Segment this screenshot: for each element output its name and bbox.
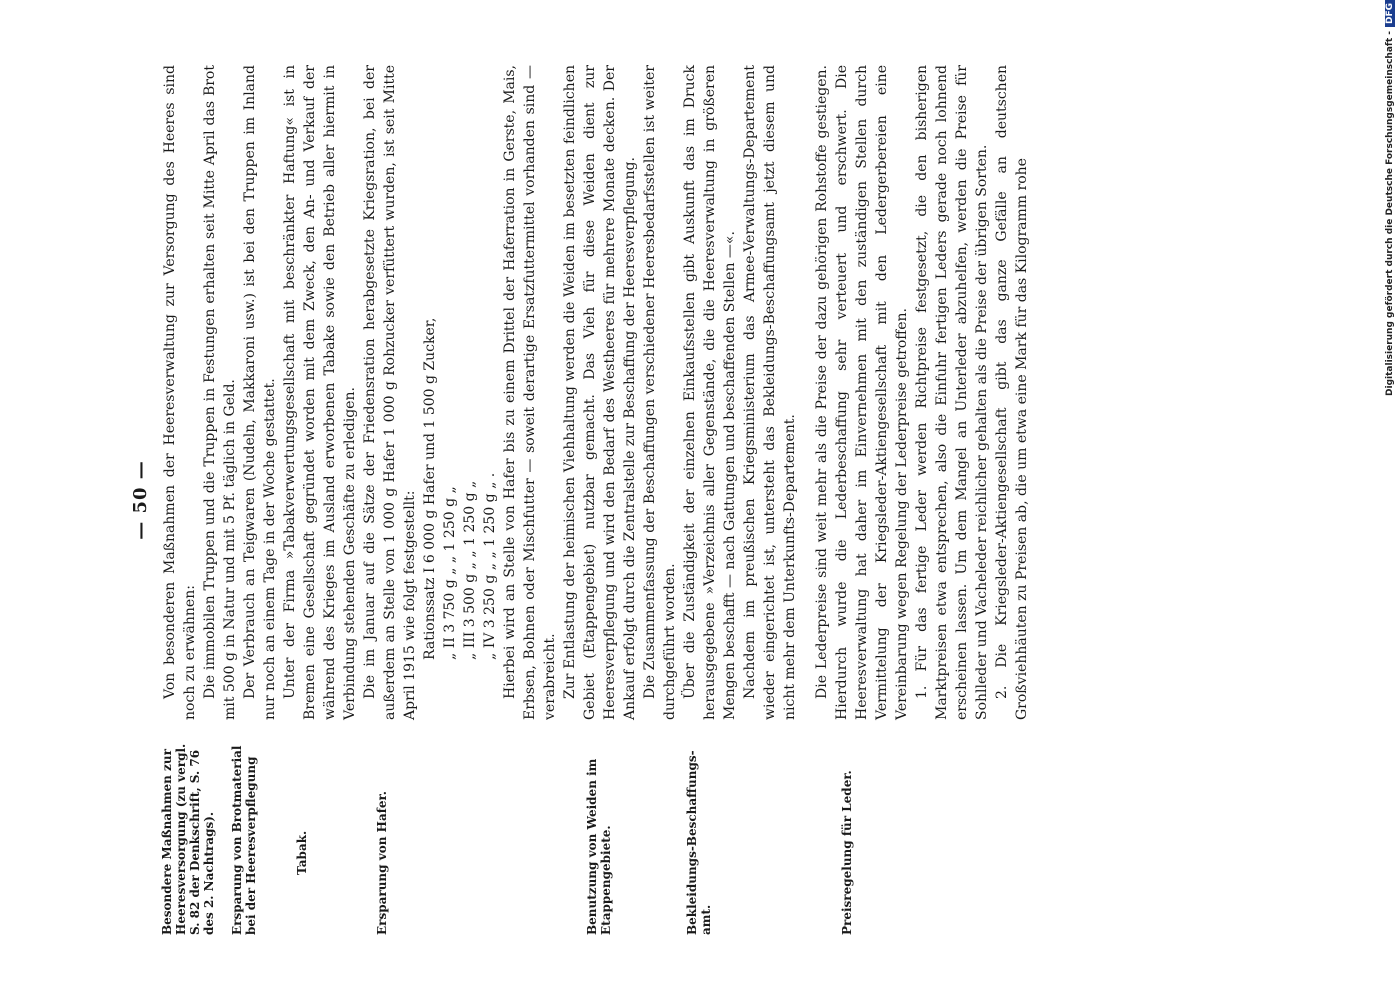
page-number: — 50 —: [130, 460, 151, 540]
ration-row: „ III 3 500 g „ „ 1 250 g „: [462, 480, 478, 660]
paragraph: Die im Januar auf die Sätze der Friedensration herabgesetzte Kriegsration, bei der außerdem an Stelle von 1 000 g Hafer 1 000 g Rohzucker verfüttert wurden, ist seit Mitte April 1915 wie folgt festgestellt:: [362, 65, 418, 720]
margin-note-oats: Ersparung von Hafer.: [375, 791, 389, 935]
margin-note-clothing-office: Bekleidungs-Beschaffungs-amt.: [685, 750, 713, 935]
ration-table: [420, 65, 500, 720]
paragraph: Die Lederpreise sind weit mehr als die Preise der dazu gehörigen Rohstoffe gestiegen. Hierdurch wurde die Lederbeschaffung sehr verteuert und erschwert. Die Heeresverwaltung hat daher im Einvernehmen mit den zuständigen Stellen durch Vermittelung der Kriegsleder-Aktiengesellschaft mit den Ledergerbereien eine Vereinbarung wegen Regelung der Lederpreise getroffen.: [814, 65, 910, 720]
rotated-document-page: [130, 65, 1255, 935]
paragraph: Hierbei wird an Stelle von Hafer bis zu einem Drittel der Haferration in Gerste, Mais, Erbsen, Bohnen oder Mischfutter — soweit derartige Ersatzfuttermittel vorhanden sind — verabreicht.: [502, 65, 558, 720]
paragraph: Nachdem im preußischen Kriegsministerium das Armee-Verwaltungs-Departement wieder eingerichtet ist, untersteht das Bekleidungs-Beschaffungsamt jetzt diesem und nicht mehr dem Unterkunfts-Departement.: [742, 65, 798, 720]
digitization-credit: [1382, 0, 1398, 990]
main-text: [160, 65, 1032, 720]
ration-row: „ II 3 750 g „ „ 1 250 g „: [442, 486, 458, 660]
credit-text: Digitalisierung gefördert durch die Deutsche Forschungsgemeinschaft -: [1385, 31, 1395, 396]
paragraph: 1. Für das fertige Leder werden Richtpreise festgesetzt, die den bisherigen Marktpreisen etwa entsprechen, also die Einfuhr fertigen Leders gerade noch lohnend erscheinen lassen. Um dem Mangel an Unterleder abzuhelfen, werden die Preise für Sohlleder und Vacheleder reichlicher gehalten als die Preise der übrigen Sorten.: [914, 65, 990, 720]
margin-note-leather-prices: Preisregelung für Leder.: [840, 770, 854, 935]
paragraph: Unter der Firma »Tabakverwertungsgesellschaft mit beschränkter Haftung« ist in Bremen eine Gesellschaft gegründet worden mit dem Zweck, den An- und Verkauf der während des Krieges im Ausland erworbenen Tabake sowie den Betrieb aller hiermit in Verbindung stehenden Geschäfte zu erledigen.: [282, 65, 358, 720]
margin-note-tobacco: Tabak.: [295, 830, 309, 875]
ration-row: Rationssatz I 6 000 g Hafer und 1 500 g Zucker,: [422, 317, 438, 660]
paragraph: Der Verbrauch an Teigwaren (Nudeln, Makkaroni usw.) ist bei den Truppen im Inland nur noch an einem Tage in der Woche gestattet.: [242, 65, 278, 720]
paragraph: Über die Zuständigkeit der einzelnen Einkaufsstellen gibt Auskunft das im Druck herausgegebene »Verzeichnis aller Gegenstände, die die Heeresverwaltung in größeren Mengen beschafft — nach Gattungen und beschaffenden Stellen —«.: [682, 65, 738, 720]
paragraph: Die Zusammenfassung der Beschaffungen verschiedener Heeresbedarfsstellen ist weiter durchgeführt worden.: [642, 65, 678, 720]
dfg-logo: DFG: [1385, 0, 1395, 27]
margin-note-special-measures: Besondere Maßnahmen zur Heeresversorgung (zu vergl. S. 82 der Denkschrift, S. 76 des 2. Nachtrags).: [160, 743, 216, 935]
paragraph: Zur Entlastung der heimischen Viehhaltung werden die Weiden im besetzten feindlichen Gebiet (Etappengebiet) nutzbar gemacht. Das Vieh für diese Weiden dient zur Heeresverpflegung und wird den Bedarf des Westheeres für mehrere Monate decken. Der Ankauf erfolgt durch die Zentralstelle zur Beschaffung der Heeresverpflegung.: [562, 65, 638, 720]
margin-note-bread-material: Ersparung von Brotmaterial bei der Heeresverpflegung: [230, 745, 258, 935]
paragraph: 2. Die Kriegsleder-Aktiengesellschaft gibt das ganze Gefälle an deutschen Großviehhäuten zu Preisen ab, die um etwa eine Mark für das Kilogramm rohe: [994, 65, 1030, 720]
paragraph: Die immobilen Truppen und die Truppen in Festungen erhalten seit Mitte April das Brot mit 500 g in Natur und mit 5 Pf. täglich in Geld.: [202, 65, 238, 720]
paragraph: Von besonderen Maßnahmen der Heeresverwaltung zur Versorgung des Heeres sind noch zu erwähnen:: [162, 65, 198, 720]
ration-row: „ IV 3 250 g „ „ 1 250 g „ .: [482, 472, 498, 660]
margin-note-pastures: Benutzung von Weiden im Etappengebiete.: [585, 758, 613, 935]
